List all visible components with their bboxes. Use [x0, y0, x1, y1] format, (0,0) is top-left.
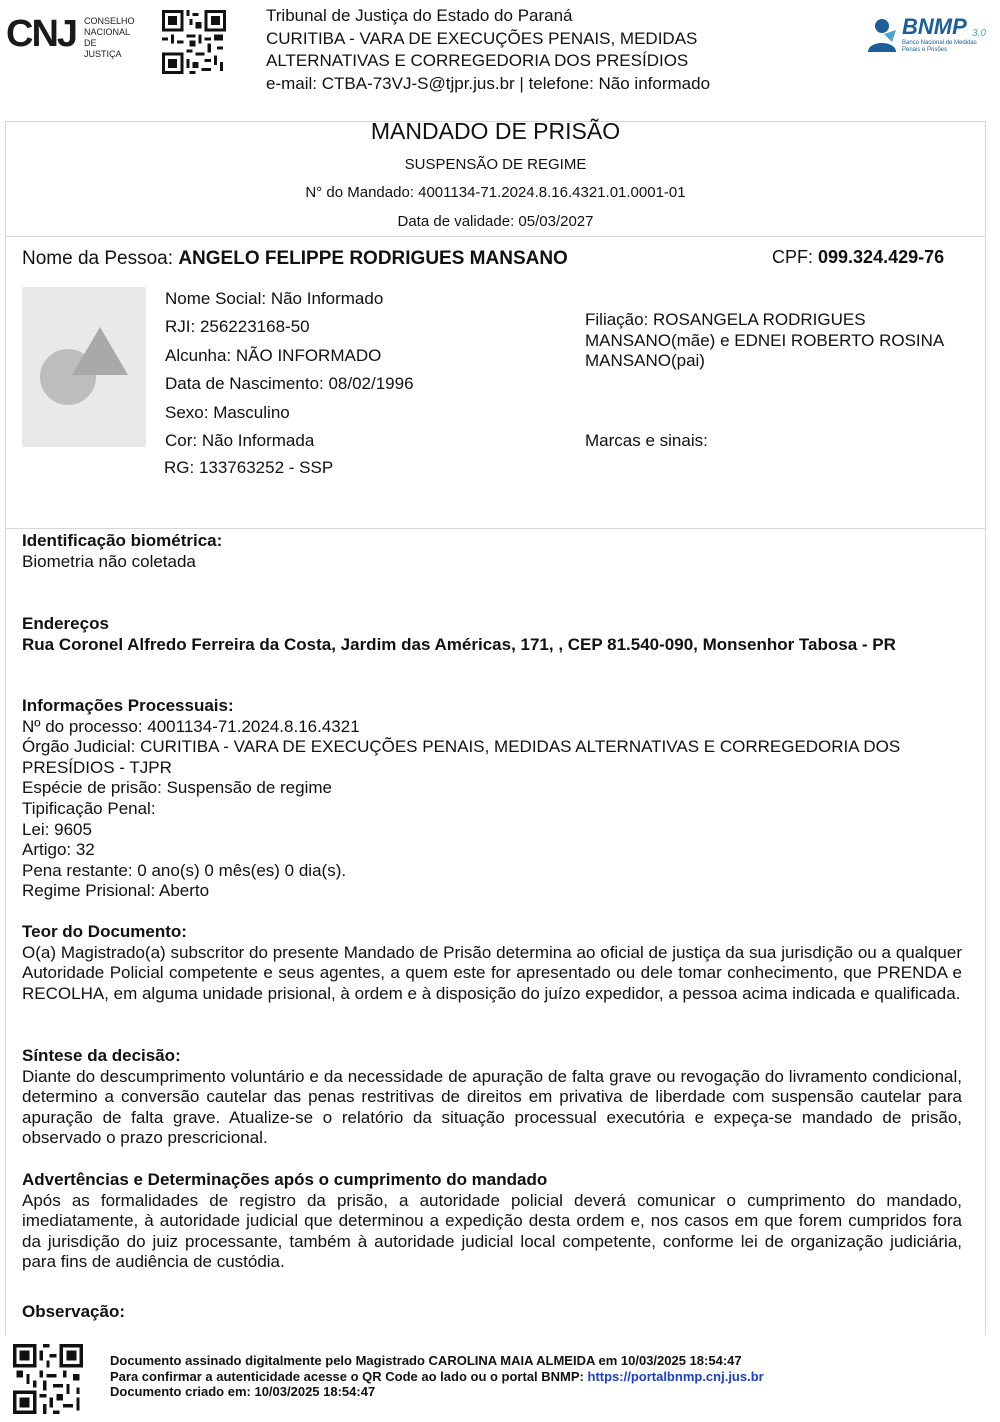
document-title: MANDADO DE PRISÃO — [370, 118, 621, 144]
warnings-section — [22, 1170, 962, 1273]
rg: RG: 133763252 - SSP — [164, 458, 334, 477]
person-details — [165, 285, 414, 455]
person-name-value: ANGELO FELIPPE RODRIGUES MANSANO — [178, 248, 568, 269]
rji: RJI: 256223168-50 — [165, 317, 310, 337]
sex: Sexo: Masculino — [165, 402, 290, 422]
person-name: Nome da Pessoa: ANGELO FELIPPE RODRIGUES MANSANO — [22, 248, 568, 269]
article: Artigo: 32 — [22, 840, 95, 860]
remaining-sentence: Pena restante: 0 ano(s) 0 mês(es) 0 dia(s). — [22, 860, 347, 880]
qr-code-icon — [162, 10, 226, 74]
cnj-logo-letters: CNJ — [6, 13, 77, 55]
photo-placeholder — [22, 287, 146, 447]
section-heading: Advertências e Determinações após o cumprimento do mandado — [22, 1170, 548, 1189]
court-unit-line-1: CURITIBA - VARA DE EXECUÇÕES PENAIS, MEDIDAS — [266, 28, 698, 48]
court-header — [266, 5, 836, 95]
person-cpf: CPF: 099.324.429-76 — [772, 247, 945, 267]
biometric-section — [22, 531, 962, 572]
decision-summary-text: Diante do descumprimento voluntário e da necessidade de apuração de falta grave ou revogação do livramento condicional, determino a conversão cautelar das penas restritivas de direitos em privativa de liberdade com suspensão cautelar para apuração de falta grave. Atualize-se o relatório da situação processual executória e expeça-se mandado de prisão, observado o prazo prescricional. — [22, 1066, 962, 1148]
qr-code-icon — [13, 1344, 83, 1414]
social-name: Nome Social: Não Informado — [165, 289, 384, 308]
address-text: Rua Coronel Alfredo Ferreira da Costa, Jardim das Américas, 171, , CEP 81.540-090, Monsenhor Tabosa - PR — [22, 634, 896, 654]
bnmp-wordmark: BNMP — [902, 14, 967, 39]
bnmp-person-icon — [862, 16, 902, 56]
validity-date: Data de validade: 05/03/2027 — [397, 213, 594, 230]
judicial-body: Órgão Judicial: CURITIBA - VARA DE EXECUÇÕES PENAIS, MEDIDAS ALTERNATIVAS E CORREGEDORIA DOS PRESÍDIOS - TJPR — [22, 737, 901, 777]
bnmp-logo — [862, 14, 992, 58]
alias: Alcunha: NÃO INFORMADO — [165, 345, 382, 365]
color: Cor: Não Informada — [165, 431, 315, 451]
bnmp-version: 3.0 — [972, 28, 986, 39]
cnj-logo-text: CONSELHO NACIONAL DE JUSTIÇA — [84, 16, 135, 59]
created-at: Documento criado em: 10/03/2025 18:54:47 — [110, 1384, 376, 1399]
process-number: Nº do processo: 4001134-71.2024.8.16.4321 — [22, 716, 360, 736]
penal-typification: Tipificação Penal: — [22, 798, 156, 818]
court-unit-line-2: ALTERNATIVAS E CORREGEDORIA DOS PRESÍDIOS — [266, 51, 689, 70]
process-section — [22, 696, 962, 902]
arrest-type: Espécie de prisão: Suspensão de regime — [22, 778, 332, 798]
document-subtitle: SUSPENSÃO DE REGIME — [404, 156, 587, 173]
image-placeholder-icon — [22, 287, 146, 447]
parentage: Filiação: ROSANGELA RODRIGUES MANSANO(mãe) e EDNEI ROBERTO ROSINA MANSANO(pai) — [585, 310, 944, 370]
bnmp-subtitle: Banco Nacional de Medidas Penais e Prisões — [902, 40, 977, 53]
section-heading: Síntese da decisão: — [22, 1046, 181, 1065]
section-heading: Informações Processuais: — [22, 696, 234, 715]
decision-summary-section — [22, 1046, 962, 1149]
law: Lei: 9605 — [22, 819, 92, 839]
signed-by: Documento assinado digitalmente pelo Magistrado CAROLINA MAIA ALMEIDA em 10/03/2025 18:54:47 — [110, 1353, 742, 1368]
section-heading: Observação: — [22, 1302, 125, 1321]
addresses-section — [22, 614, 962, 655]
biometric-text: Biometria não coletada — [22, 551, 196, 571]
observation-section — [22, 1302, 962, 1323]
portal-link[interactable]: https://portalbnmp.cnj.jus.br — [587, 1368, 764, 1384]
prison-regime: Regime Prisional: Aberto — [22, 881, 210, 901]
document-content-section — [22, 922, 962, 1004]
cpf-value: 099.324.429-76 — [818, 247, 945, 267]
court-name: Tribunal de Justiça do Estado do Paraná — [266, 6, 573, 25]
marks-and-signs: Marcas e sinais: — [585, 431, 708, 450]
warrant-number: N° do Mandado: 4001134-71.2024.8.16.4321.01.0001-01 — [305, 184, 686, 201]
court-contact: e-mail: CTBA-73VJ-S@tjpr.jus.br | telefone: Não informado — [266, 73, 711, 93]
section-heading: Endereços — [22, 614, 109, 633]
warnings-text: Após as formalidades de registro da prisão, a autoridade policial deverá comunicar o cumprimento do mandado, imediatamente, à autoridade judicial que determinou a expedição desta ordem e, nos casos em que forem cumpridos fora da jurisdição do juiz processante, também à autoridade judicial local competente, conforme lei de organização judiciária, para fins de audiência de custódia. — [22, 1190, 962, 1272]
divider — [6, 236, 985, 237]
section-heading: Identificação biométrica: — [22, 531, 223, 550]
signature-footer — [110, 1353, 764, 1400]
section-heading: Teor do Documento: — [22, 922, 187, 941]
divider — [6, 528, 985, 529]
cnj-logo — [6, 13, 136, 59]
birth-date: Data de Nascimento: 08/02/1996 — [165, 374, 414, 394]
authenticity-line: Para confirmar a autenticidade acesse o QR Code ao lado ou o portal BNMP: https://portalbnmp.cnj.jus.br — [110, 1368, 764, 1384]
document-content-text: O(a) Magistrado(a) subscritor do presente Mandado de Prisão determina ao oficial de justiça da sua jurisdição ou a qualquer Autoridade Policial competente e seus agentes, a quem este for apresentado ou dele tomar conhecimento, que PRENDA e RECOLHA, em alguma unidade prisional, à ordem e à disposição do juízo expedidor, a pessoa acima indicada e qualificada. — [22, 942, 962, 1003]
